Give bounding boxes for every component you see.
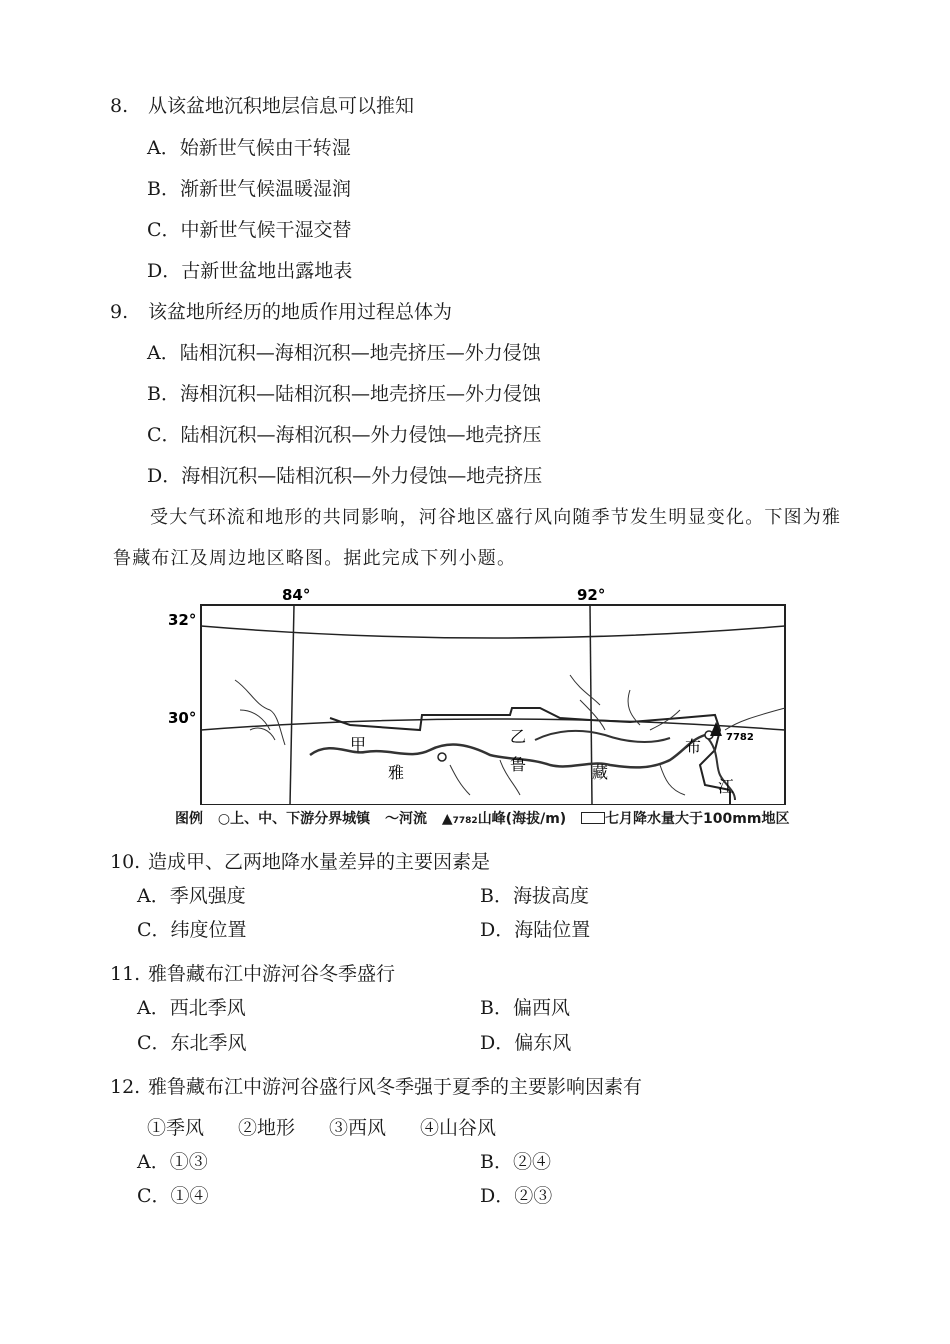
question-8-option-d: D．古新世盆地出露地表 (147, 260, 353, 282)
yarlung-tsangpo-map (160, 580, 800, 805)
legend-peak-num: 7782 (452, 816, 478, 826)
lon-84-line (290, 605, 294, 805)
question-12-factors (147, 1116, 530, 1140)
river-branch (535, 731, 670, 742)
label-jia: 甲 (350, 735, 367, 754)
map-frame (201, 605, 785, 805)
lat-32-line (201, 626, 785, 638)
question-number: 10. (110, 851, 141, 873)
question-11-option-c: C．东北季风 (137, 1032, 247, 1054)
question-8-option-c: C．中新世气候干湿交替 (147, 219, 352, 241)
label-jiang: 江 (718, 777, 735, 796)
lon-label-92: 92° (577, 586, 606, 604)
lat-label-30: 30° (168, 709, 197, 727)
factor-2: ②地形 (238, 1117, 296, 1139)
legend-river: 河流 (398, 811, 427, 827)
legend-rain: 七月降水量大于100mm地区 (605, 811, 790, 827)
label-zang: 藏 (592, 763, 609, 782)
lon-label-84: 84° (282, 586, 311, 604)
question-12-option-c: C．①④ (137, 1185, 209, 1207)
map-legend (175, 808, 789, 828)
question-number: 11. (110, 963, 141, 985)
question-number: 9. (110, 301, 129, 323)
question-11-option-a: A．西北季风 (137, 997, 246, 1019)
question-9-option-a: A．陆相沉积—海相沉积—地壳挤压—外力侵蚀 (147, 342, 541, 364)
question-11-option-b: B．偏西风 (480, 997, 570, 1019)
town-marker-upper (438, 753, 446, 761)
question-8-option-b: B．渐新世气候温暖湿润 (147, 178, 351, 200)
question-10-option-a: A．季风强度 (137, 885, 246, 907)
lat-label-32: 32° (168, 611, 197, 629)
question-11-option-d: D．偏东风 (480, 1032, 572, 1054)
legend-town: 上、中、下游分界城镇 (230, 811, 371, 827)
legend-title: 图例 (175, 811, 203, 827)
question-11-stem: 11. 雅鲁藏布江中游河谷冬季盛行 (110, 963, 396, 985)
question-10-stem: 10. 造成甲、乙两地降水量差异的主要因素是 (110, 851, 491, 873)
intro-line-1: 受大气环流和地形的共同影响，河谷地区盛行风向随季节发生明显变化。下图为雅 (150, 507, 842, 528)
tributaries-west (235, 680, 285, 745)
label-ya: 雅 (388, 763, 405, 782)
question-number: 8. (110, 95, 129, 117)
question-12-option-d: D．②③ (480, 1185, 553, 1207)
factor-1: ①季风 (147, 1117, 205, 1139)
legend-peak: 山峰(海拔/m) (477, 811, 567, 827)
rain-region-legend-icon (581, 812, 605, 824)
question-8-option-a: A．始新世气候由干转湿 (147, 137, 351, 159)
lat-30-line (201, 719, 785, 730)
question-8-stem: 8. 从该盆地沉积地层信息可以推知 (110, 95, 415, 117)
peak-legend-icon: ▲ (441, 811, 453, 827)
intro-line-2: 鲁藏布江及周边地区略图。据此完成下列小题。 (113, 548, 517, 569)
town-legend-icon: ○ (217, 811, 231, 827)
question-number: 12. (110, 1076, 141, 1098)
question-9-option-b: B．海相沉积—陆相沉积—地壳挤压—外力侵蚀 (147, 383, 541, 405)
question-9-stem: 9. 该盆地所经历的地质作用过程总体为 (110, 301, 453, 323)
question-10-option-c: C．纬度位置 (137, 919, 247, 941)
label-yi: 乙 (510, 727, 527, 746)
question-12-option-a: A．①③ (137, 1151, 208, 1173)
question-9-option-c: C．陆相沉积—海相沉积—外力侵蚀—地壳挤压 (147, 424, 542, 446)
factor-3: ③西风 (329, 1117, 387, 1139)
peak-elevation-label: 7782 (726, 732, 754, 743)
question-10-option-b: B．海拔高度 (480, 885, 589, 907)
question-12-stem: 12. 雅鲁藏布江中游河谷盛行风冬季强于夏季的主要影响因素有 (110, 1076, 643, 1098)
question-9-option-d: D．海相沉积—陆相沉积—外力侵蚀—地壳挤压 (147, 465, 543, 487)
label-bu: 布 (685, 737, 702, 756)
factor-4: ④山谷风 (420, 1117, 497, 1139)
question-12-option-b: B．②④ (480, 1151, 551, 1173)
question-10-option-d: D．海陆位置 (480, 919, 591, 941)
river-legend-icon: 〜 (384, 811, 399, 827)
label-lu: 鲁 (510, 755, 527, 774)
